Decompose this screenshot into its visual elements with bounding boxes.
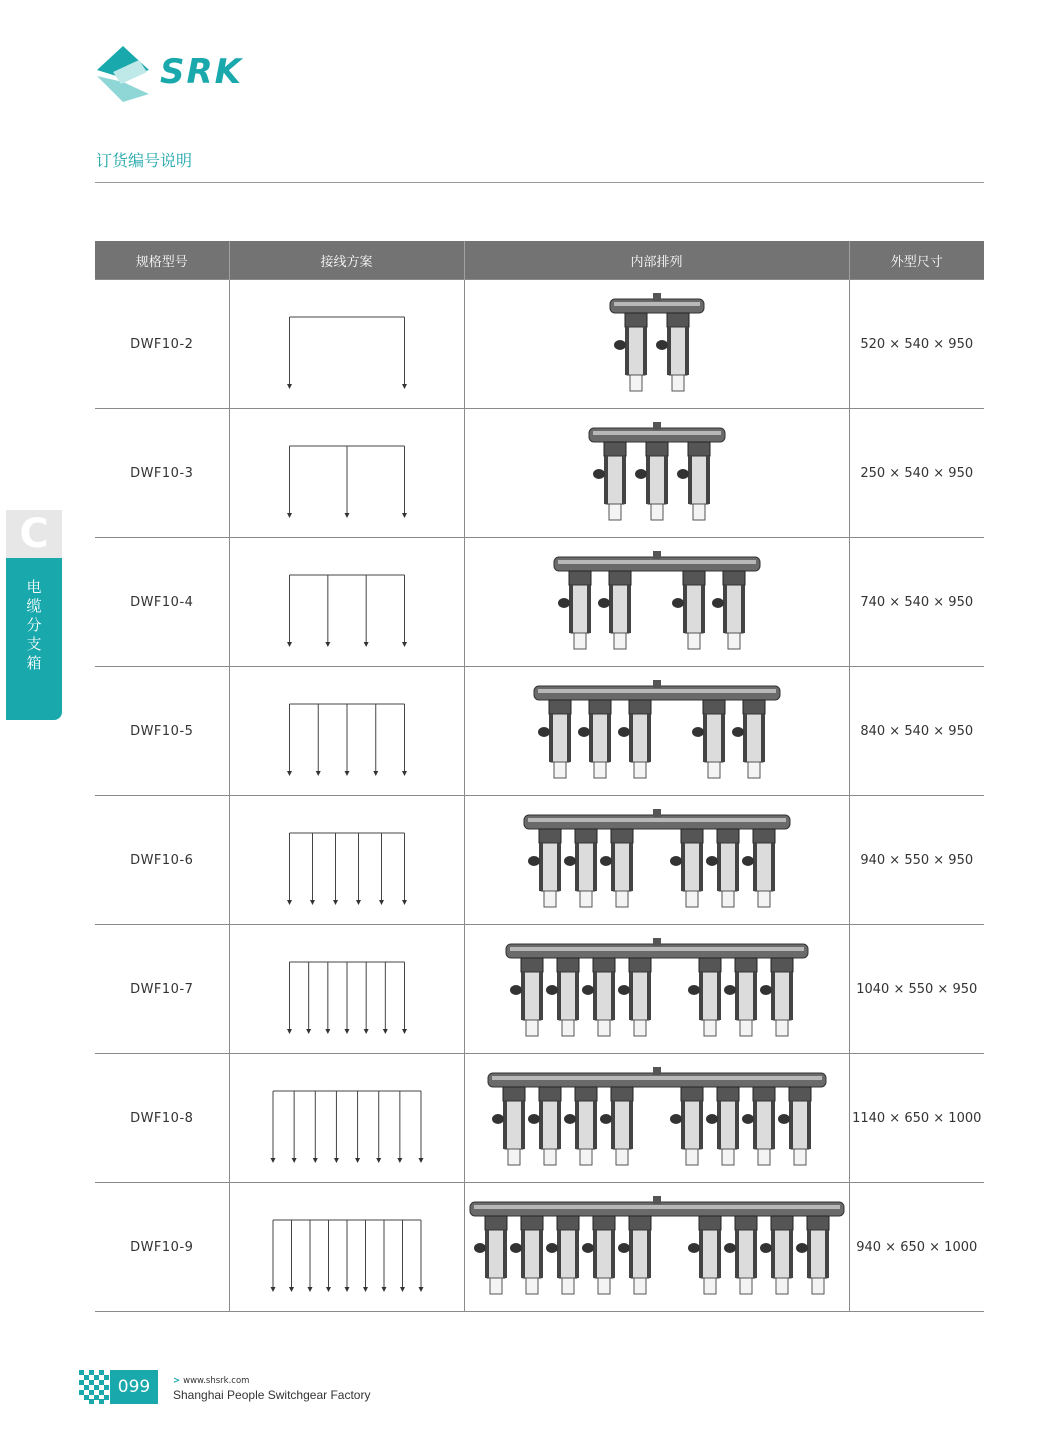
wiring-branch-arrow xyxy=(363,1287,368,1292)
wiring-branch-arrow xyxy=(307,1287,312,1292)
header-model: 规格型号 xyxy=(95,241,229,280)
side-tab-char: 支 xyxy=(26,635,42,653)
connector-unit xyxy=(618,700,651,778)
wiring-cell xyxy=(229,409,464,538)
wiring-branch-arrow xyxy=(325,1029,330,1034)
model-cell: DWF10-8 xyxy=(95,1054,229,1183)
connector-unit xyxy=(706,829,739,907)
title-divider xyxy=(95,182,984,183)
busbar-highlight xyxy=(528,818,786,822)
connector-unit xyxy=(474,1216,507,1294)
wiring-branch-arrow xyxy=(397,1158,402,1163)
wiring-cell xyxy=(229,667,464,796)
dimension-cell: 250 × 540 × 950 xyxy=(849,409,984,538)
wiring-branch-arrow xyxy=(287,1029,292,1034)
wiring-branch-arrow xyxy=(402,513,407,518)
side-tab-char: 箱 xyxy=(26,654,42,672)
table-row xyxy=(95,667,984,796)
side-tab-char: 电 xyxy=(26,578,42,596)
connector-unit xyxy=(600,1087,633,1165)
connector-unit xyxy=(492,1087,525,1165)
connector-unit xyxy=(528,829,561,907)
url-marker: > xyxy=(173,1376,181,1386)
table-row xyxy=(95,1183,984,1312)
connector-unit xyxy=(538,700,571,778)
wiring-branch-arrow xyxy=(291,1158,296,1163)
wiring-cell xyxy=(229,538,464,667)
dimension-cell: 740 × 540 × 950 xyxy=(849,538,984,667)
wiring-cell xyxy=(229,1054,464,1183)
wiring-branch-arrow xyxy=(315,771,320,776)
connector-unit xyxy=(618,958,651,1036)
busbar-highlight xyxy=(492,1076,822,1080)
connector-unit xyxy=(656,313,689,391)
wiring-branch-arrow xyxy=(402,771,407,776)
layout-cell xyxy=(464,280,849,409)
order-spec-table xyxy=(95,241,984,1312)
connector-unit xyxy=(760,1216,793,1294)
busbar-lug xyxy=(653,938,661,946)
wiring-diagram xyxy=(232,934,462,1044)
wiring-branch-arrow xyxy=(381,1287,386,1292)
wiring-branch-arrow xyxy=(355,1158,360,1163)
connector-unit xyxy=(635,442,668,520)
wiring-branch-arrow xyxy=(310,900,315,905)
side-tab-letter: C xyxy=(6,510,62,558)
model-cell: DWF10-7 xyxy=(95,925,229,1054)
wiring-branch-arrow xyxy=(270,1158,275,1163)
wiring-branch-arrow xyxy=(325,642,330,647)
connector-unit xyxy=(558,571,591,649)
wiring-branch-arrow xyxy=(402,900,407,905)
busbar-highlight xyxy=(593,431,721,435)
wiring-branch-arrow xyxy=(344,513,349,518)
busbar-lug xyxy=(653,551,661,559)
connector-unit xyxy=(760,958,793,1036)
side-tab-char: 缆 xyxy=(26,597,42,615)
wiring-branch-arrow xyxy=(363,1029,368,1034)
connector-unit xyxy=(688,1216,721,1294)
connector-unit xyxy=(724,958,757,1036)
busbar-lug xyxy=(653,809,661,817)
wiring-branch-arrow xyxy=(402,1029,407,1034)
connector-unit xyxy=(600,829,633,907)
wiring-branch-arrow xyxy=(356,900,361,905)
wiring-diagram xyxy=(232,1192,462,1302)
wiring-branch-arrow xyxy=(287,384,292,389)
wiring-branch-arrow xyxy=(373,771,378,776)
connector-unit xyxy=(742,829,775,907)
connector-unit xyxy=(778,1087,811,1165)
table-row xyxy=(95,796,984,925)
wiring-branch-arrow xyxy=(344,1029,349,1034)
dimension-cell: 520 × 540 × 950 xyxy=(849,280,984,409)
internal-layout-drawing xyxy=(467,1057,847,1179)
table-row xyxy=(95,409,984,538)
wiring-branch-arrow xyxy=(287,771,292,776)
side-tab-label xyxy=(6,558,62,720)
internal-layout-drawing xyxy=(467,283,847,405)
connector-unit xyxy=(670,1087,703,1165)
connector-unit xyxy=(672,571,705,649)
wiring-diagram xyxy=(232,547,462,657)
internal-layout-drawing xyxy=(467,928,847,1050)
wiring-branch-arrow xyxy=(344,1287,349,1292)
connector-unit xyxy=(677,442,710,520)
connector-unit xyxy=(742,1087,775,1165)
model-cell: DWF10-6 xyxy=(95,796,229,925)
company-name: Shanghai People Switchgear Factory xyxy=(173,1388,371,1402)
busbar-lug xyxy=(653,680,661,688)
wiring-diagram xyxy=(232,1063,462,1173)
header-dimensions: 外型尺寸 xyxy=(849,241,984,280)
wiring-branch-arrow xyxy=(376,1158,381,1163)
wiring-diagram xyxy=(232,418,462,528)
brand-name: SRK xyxy=(160,52,244,92)
connector-unit xyxy=(732,700,765,778)
busbar-lug xyxy=(653,1067,661,1075)
busbar-highlight xyxy=(558,560,756,564)
wiring-branch-arrow xyxy=(270,1287,275,1292)
wiring-branch-arrow xyxy=(306,1029,311,1034)
table-row xyxy=(95,925,984,1054)
connector-unit xyxy=(564,829,597,907)
side-tab-char: 分 xyxy=(26,616,42,634)
connector-unit xyxy=(670,829,703,907)
busbar-lug xyxy=(653,1196,661,1204)
dimension-cell: 1140 × 650 × 1000 xyxy=(849,1054,984,1183)
wiring-branch-arrow xyxy=(344,771,349,776)
wiring-branch-arrow xyxy=(363,642,368,647)
header-layout: 内部排列 xyxy=(464,241,849,280)
dimension-cell: 840 × 540 × 950 xyxy=(849,667,984,796)
busbar-lug xyxy=(653,293,661,301)
connector-unit xyxy=(618,1216,651,1294)
wiring-branch-arrow xyxy=(333,900,338,905)
wiring-branch-arrow xyxy=(287,900,292,905)
model-cell: DWF10-5 xyxy=(95,667,229,796)
wiring-cell xyxy=(229,280,464,409)
layout-cell xyxy=(464,667,849,796)
wiring-cell xyxy=(229,796,464,925)
wiring-branch-arrow xyxy=(312,1158,317,1163)
connector-unit xyxy=(528,1087,561,1165)
busbar-highlight xyxy=(474,1205,840,1209)
model-cell: DWF10-9 xyxy=(95,1183,229,1312)
table-row xyxy=(95,280,984,409)
wiring-branch-arrow xyxy=(418,1158,423,1163)
wiring-diagram xyxy=(232,805,462,915)
internal-layout-drawing xyxy=(467,541,847,663)
wiring-cell xyxy=(229,1183,464,1312)
wiring-branch-arrow xyxy=(287,642,292,647)
wiring-branch-arrow xyxy=(400,1287,405,1292)
footer-pattern-icon xyxy=(79,1370,109,1404)
wiring-diagram xyxy=(232,289,462,399)
connector-unit xyxy=(598,571,631,649)
dimension-cell: 940 × 650 × 1000 xyxy=(849,1183,984,1312)
connector-unit xyxy=(712,571,745,649)
table-row xyxy=(95,538,984,667)
connector-unit xyxy=(582,958,615,1036)
connector-unit xyxy=(510,1216,543,1294)
wiring-branch-arrow xyxy=(326,1287,331,1292)
connector-unit xyxy=(614,313,647,391)
internal-layout-drawing xyxy=(467,412,847,534)
wiring-branch-arrow xyxy=(379,900,384,905)
layout-cell xyxy=(464,1054,849,1183)
internal-layout-drawing xyxy=(467,1186,847,1308)
table-row xyxy=(95,1054,984,1183)
model-cell: DWF10-2 xyxy=(95,280,229,409)
connector-unit xyxy=(724,1216,757,1294)
connector-unit xyxy=(692,700,725,778)
connector-unit xyxy=(546,1216,579,1294)
busbar-highlight xyxy=(614,302,700,306)
table-header-row xyxy=(95,241,984,280)
url-text: www.shsrk.com xyxy=(183,1376,250,1386)
busbar-highlight xyxy=(538,689,776,693)
header-wiring: 接线方案 xyxy=(229,241,464,280)
wiring-branch-arrow xyxy=(289,1287,294,1292)
wiring-branch-arrow xyxy=(418,1287,423,1292)
layout-cell xyxy=(464,1183,849,1312)
connector-unit xyxy=(578,700,611,778)
wiring-branch-arrow xyxy=(287,513,292,518)
model-cell: DWF10-3 xyxy=(95,409,229,538)
connector-unit xyxy=(564,1087,597,1165)
footer-url xyxy=(173,1376,249,1386)
layout-cell xyxy=(464,796,849,925)
connector-unit xyxy=(688,958,721,1036)
layout-cell xyxy=(464,925,849,1054)
connector-unit xyxy=(510,958,543,1036)
dimension-cell: 940 × 550 × 950 xyxy=(849,796,984,925)
model-cell: DWF10-4 xyxy=(95,538,229,667)
wiring-cell xyxy=(229,925,464,1054)
wiring-branch-arrow xyxy=(402,384,407,389)
dimension-cell: 1040 × 550 × 950 xyxy=(849,925,984,1054)
wiring-diagram xyxy=(232,676,462,786)
wiring-branch-arrow xyxy=(333,1158,338,1163)
internal-layout-drawing xyxy=(467,799,847,921)
layout-cell xyxy=(464,538,849,667)
page-number: 099 xyxy=(110,1370,158,1404)
wiring-branch-arrow xyxy=(382,1029,387,1034)
connector-unit xyxy=(706,1087,739,1165)
connector-unit xyxy=(796,1216,829,1294)
internal-layout-drawing xyxy=(467,670,847,792)
busbar-lug xyxy=(653,422,661,430)
connector-unit xyxy=(582,1216,615,1294)
connector-unit xyxy=(593,442,626,520)
wiring-branch-arrow xyxy=(402,642,407,647)
layout-cell xyxy=(464,409,849,538)
busbar-highlight xyxy=(510,947,804,951)
section-title: 订货编号说明 xyxy=(96,151,193,170)
connector-unit xyxy=(546,958,579,1036)
